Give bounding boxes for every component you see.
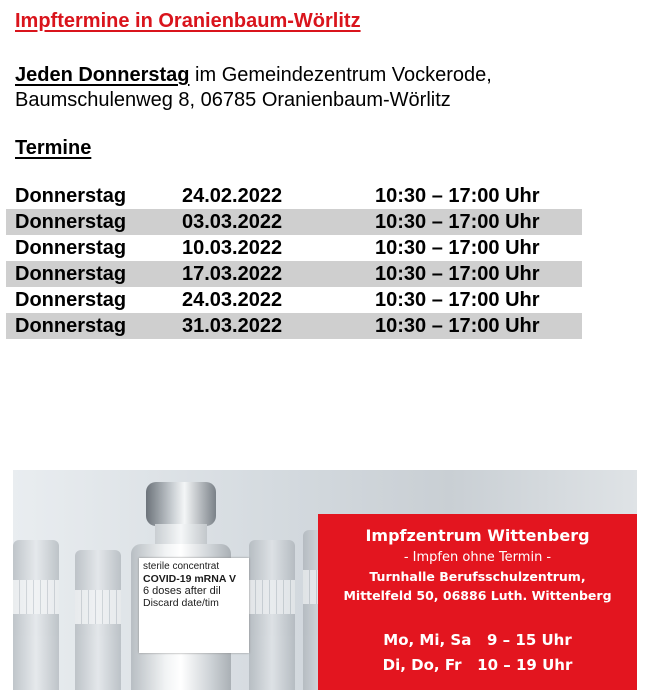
schedule-row: [6, 183, 582, 209]
schedule-table: [6, 183, 582, 339]
row-date: 24.02.2022: [182, 185, 283, 207]
row-day: Donnerstag: [15, 289, 127, 311]
row-date: 10.03.2022: [182, 237, 283, 259]
vial-label-line: 6 doses after dil: [143, 585, 221, 597]
schedule-row: [6, 287, 582, 313]
row-time: 10:30 – 17:00 Uhr: [375, 211, 540, 233]
center-hours-line: Di, Do, Fr 10 – 19 Uhr: [382, 656, 573, 674]
schedule-row: [6, 313, 582, 339]
row-time: 10:30 – 17:00 Uhr: [375, 315, 540, 337]
row-day: Donnerstag: [15, 315, 127, 337]
center-address-line: Turnhalle Berufsschulzentrum,: [369, 569, 586, 584]
row-day: Donnerstag: [15, 237, 127, 259]
row-time: 10:30 – 17:00 Uhr: [375, 263, 540, 285]
center-info-box: [318, 514, 637, 690]
vial-label-line: Discard date/tim: [143, 597, 219, 609]
schedule-row: [6, 261, 582, 287]
center-hours-line: Mo, Mi, Sa 9 – 15 Uhr: [383, 631, 572, 649]
vial-label-line: COVID-19 mRNA V: [143, 573, 236, 585]
vial-label-line: sterile concentrat: [143, 561, 220, 572]
row-time: 10:30 – 17:00 Uhr: [375, 237, 540, 259]
row-time: 10:30 – 17:00 Uhr: [375, 185, 540, 207]
schedule-row: [6, 235, 582, 261]
vial-neck-icon: [155, 524, 207, 546]
row-date: 24.03.2022: [182, 289, 283, 311]
row-date: 31.03.2022: [182, 315, 283, 337]
vial-label: [139, 558, 249, 653]
background-vial-icon: [13, 540, 59, 690]
vaccination-center-banner: [13, 470, 637, 690]
intro-location: im Gemeindezentrum Vockerode,: [189, 64, 492, 86]
intro-weekday: Jeden Donnerstag: [15, 64, 190, 86]
center-address-line: Mittelfeld 50, 06886 Luth. Wittenberg: [343, 588, 612, 603]
row-day: Donnerstag: [15, 185, 127, 207]
intro-address: Baumschulenweg 8, 06785 Oranienbaum-Wörlitz: [15, 89, 451, 111]
row-day: Donnerstag: [15, 263, 127, 285]
row-date: 17.03.2022: [182, 263, 283, 285]
page-title: Impftermine in Oranienbaum-Wörlitz: [15, 10, 361, 32]
background-vial-icon: [75, 550, 121, 690]
schedule-row: [6, 209, 582, 235]
vial-cap-icon: [146, 482, 216, 526]
termine-heading: Termine: [15, 137, 92, 159]
row-date: 03.03.2022: [182, 211, 283, 233]
center-title: Impfzentrum Wittenberg: [365, 526, 590, 545]
row-time: 10:30 – 17:00 Uhr: [375, 289, 540, 311]
background-vial-icon: [249, 540, 295, 690]
location-intro: [15, 63, 635, 113]
center-subtitle: - Impfen ohne Termin -: [403, 550, 552, 565]
row-day: Donnerstag: [15, 211, 127, 233]
